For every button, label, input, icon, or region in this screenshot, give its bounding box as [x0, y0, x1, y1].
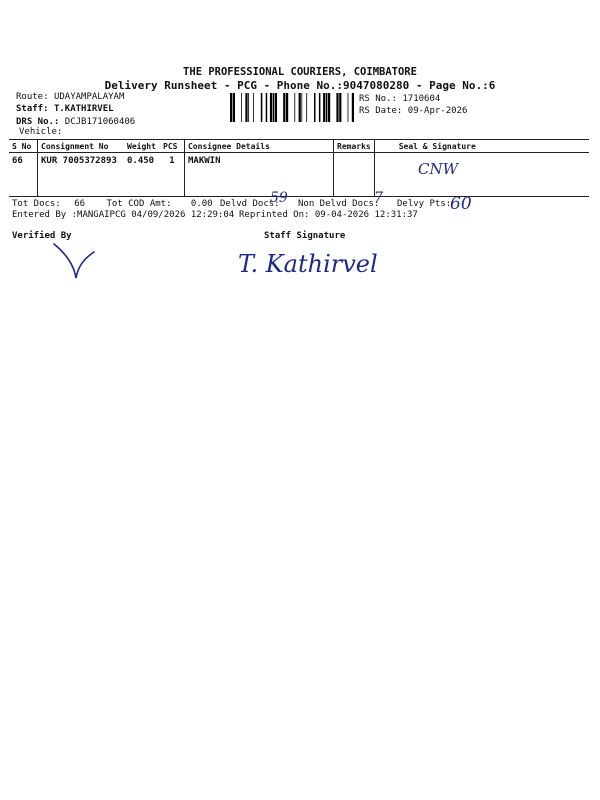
barcode-bar: [286, 93, 288, 122]
verified-tick-mark: [50, 238, 100, 283]
rs-date-value: 09-Apr-2026: [407, 106, 468, 116]
rs-no-value: 1710604: [402, 94, 441, 104]
cell-consignee: MAKWIN: [185, 153, 334, 197]
tot-docs-value: 66: [74, 199, 86, 209]
vehicle-label: Vehicle:: [19, 127, 63, 137]
tot-docs-label: Tot Docs:: [12, 199, 61, 209]
barcode-bar: [339, 93, 341, 122]
barcode: [229, 93, 354, 122]
cell-remarks: [334, 153, 375, 197]
barcode-bar: [241, 93, 242, 122]
barcode-bar: [266, 93, 268, 122]
barcode-bar: [299, 93, 301, 122]
runsheet-subtitle: Delivery Runsheet - PCG - Phone No.:9047080280 - Page No.:6: [104, 79, 496, 92]
rs-date-label: RS Date:: [359, 106, 403, 116]
runsheet-table: [9, 139, 589, 197]
non-delvd-docs-label: Non Delvd Docs:: [298, 199, 380, 209]
tot-cod-label: Tot COD Amt:: [106, 199, 172, 209]
staff-label: Staff:: [16, 104, 49, 114]
barcode-bar: [248, 93, 249, 122]
entered-value: MANGAIPCG 04/09/2026 12:29:04: [77, 210, 235, 220]
header-weight: Weight: [124, 140, 160, 153]
drs-line: [16, 117, 135, 127]
barcode-bar: [323, 93, 325, 122]
reprinted-line: [239, 210, 418, 220]
cell-weight: 0.450: [124, 153, 160, 197]
barcode-bar: [319, 93, 321, 122]
delvy-pts-handwriting: 60: [450, 194, 472, 214]
seal-handwriting: CNW: [418, 160, 459, 178]
delvd-docs-label: Delvd Docs:: [220, 199, 280, 209]
header-consignee: Consignee Details: [185, 140, 334, 153]
cell-sno: 66: [9, 153, 38, 197]
drs-value: DCJB171060406: [64, 117, 136, 127]
route-line: [16, 92, 124, 102]
barcode-bar: [230, 93, 232, 122]
reprinted-label: Reprinted On:: [239, 210, 310, 220]
header-consignment: Consignment No: [38, 140, 125, 153]
verified-by-label: Verified By: [12, 231, 72, 241]
barcode-bar: [245, 93, 247, 122]
entered-line: [12, 210, 234, 220]
rs-no-line: [359, 94, 440, 104]
barcode-bar: [336, 93, 338, 122]
company-title: THE PROFESSIONAL COURIERS, COIMBATORE: [183, 66, 417, 78]
delvy-pts-label: Delvy Pts:: [397, 199, 452, 209]
cell-seal: [374, 153, 589, 197]
barcode-bar: [352, 93, 354, 122]
cell-consignment: KUR 7005372893: [38, 153, 125, 197]
barcode-bar: [261, 93, 263, 122]
barcode-bar: [233, 93, 235, 122]
totals-line: [12, 199, 213, 209]
header-pcs: PCS: [160, 140, 185, 153]
reprinted-value: 09-04-2026 12:31:37: [314, 210, 418, 220]
barcode-bar: [253, 93, 254, 122]
rs-no-label: RS No.:: [359, 94, 397, 104]
barcode-bar: [275, 93, 277, 122]
barcode-bar: [326, 93, 328, 122]
barcode-bar: [270, 93, 272, 122]
non-delvd-count-handwriting: 7: [374, 190, 383, 206]
header-sno: S No: [9, 140, 38, 153]
barcode-bar: [283, 93, 285, 122]
barcode-bar: [273, 93, 275, 122]
barcode-bar: [301, 93, 302, 122]
table-row: [9, 153, 589, 197]
route-value: UDAYAMPALAYAM: [53, 92, 125, 102]
rs-date-line: [359, 106, 467, 116]
barcode-bar: [328, 93, 330, 122]
tot-cod-value: 0.00: [190, 199, 213, 209]
route-label: Route:: [16, 92, 49, 102]
header-remarks: Remarks: [334, 140, 375, 153]
table-header-row: [9, 140, 589, 153]
cell-pcs: 1: [160, 153, 185, 197]
staff-value: T.KATHIRVEL: [53, 104, 114, 114]
staff-line: [16, 104, 114, 114]
header-seal: Seal & Signature: [374, 140, 589, 153]
staff-signature-label: Staff Signature: [264, 231, 346, 241]
drs-label: DRS No.:: [16, 117, 60, 127]
barcode-bar: [294, 93, 295, 122]
barcode-bar: [314, 93, 316, 122]
barcode-bar: [306, 93, 307, 122]
entered-label: Entered By :: [12, 210, 78, 220]
delvd-count-handwriting: 59: [270, 190, 288, 206]
staff-signature-handwriting: T. Kathirvel: [238, 250, 378, 278]
barcode-bar: [348, 93, 349, 122]
